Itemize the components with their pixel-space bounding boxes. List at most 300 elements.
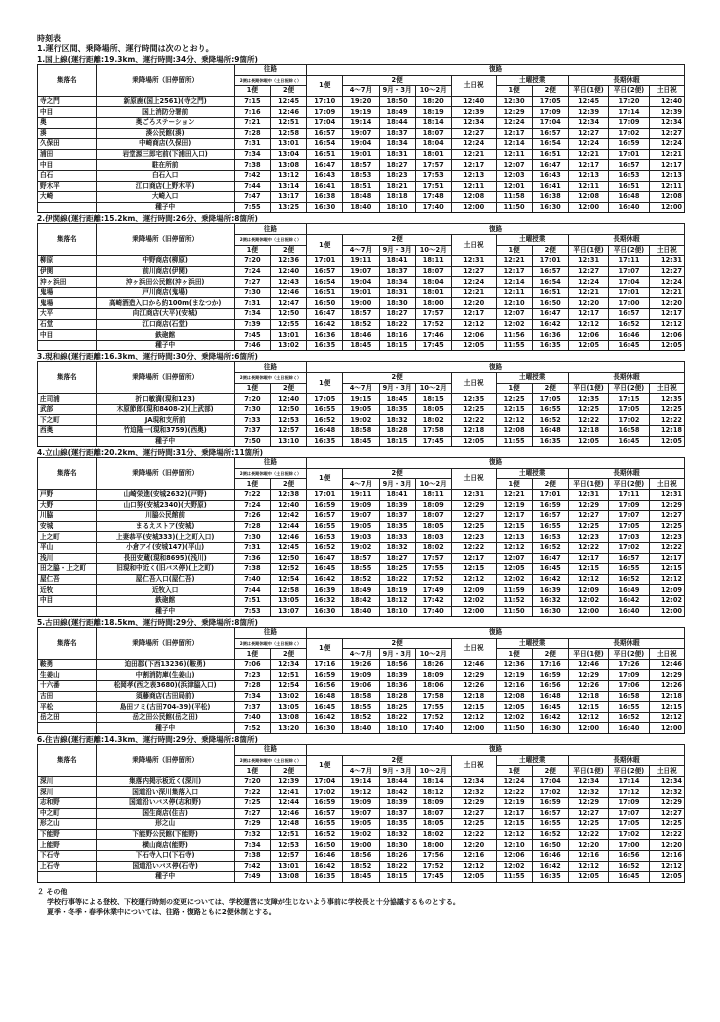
- table-row: [38, 309, 685, 320]
- time-cell: 13:08: [270, 872, 306, 883]
- time-cell: 16:30: [532, 202, 568, 213]
- time-cell: 12:31: [649, 489, 684, 500]
- time-cell: 12:27: [568, 266, 608, 277]
- time-cell: 7:33: [234, 415, 270, 426]
- time-cell: 12:40: [649, 96, 684, 107]
- village-cell: 大崎: [38, 192, 97, 203]
- time-cell: 12:46: [568, 659, 608, 670]
- village-cell: [38, 202, 97, 213]
- time-cell: 16:57: [307, 511, 343, 522]
- time-cell: 13:02: [270, 340, 306, 351]
- stop-cell: 江口商店(上野木平): [96, 181, 234, 192]
- village-cell: 浦田: [38, 149, 97, 160]
- time-cell: 12:21: [568, 287, 608, 298]
- stop-cell: 岩堂源三郎宅前(下浦田入口): [96, 149, 234, 160]
- time-cell: 16:50: [532, 840, 568, 851]
- time-cell: 7:27: [234, 277, 270, 288]
- time-cell: 17:05: [609, 521, 649, 532]
- time-cell: 18:26: [415, 659, 451, 670]
- time-cell: 17:05: [532, 96, 568, 107]
- time-cell: 17:02: [532, 787, 568, 798]
- header-b1: 1便: [307, 234, 343, 255]
- time-cell: 12:54: [270, 681, 306, 692]
- header-holiday: 土日祝: [451, 468, 496, 489]
- time-cell: 12:26: [451, 681, 496, 692]
- time-cell: 18:48: [343, 192, 379, 203]
- time-cell: 16:36: [532, 330, 568, 341]
- time-cell: 16:42: [307, 574, 343, 585]
- time-cell: 18:40: [343, 606, 379, 617]
- header-outbound_note: 2便は長期休暇中（土日祝除く）: [234, 234, 306, 245]
- time-cell: 18:39: [379, 798, 415, 809]
- time-cell: 18:07: [415, 266, 451, 277]
- time-cell: 18:44: [379, 776, 415, 787]
- time-cell: 12:45: [568, 96, 608, 107]
- time-cell: 12:20: [451, 298, 496, 309]
- time-cell: 16:43: [532, 170, 568, 181]
- section-title: 2.伊関線(運行距離:15.2km、運行時間:26分、乗降場所:8箇所): [37, 214, 258, 224]
- time-cell: 16:35: [532, 436, 568, 447]
- time-cell: 12:12: [568, 574, 608, 585]
- time-cell: 7:15: [234, 96, 270, 107]
- time-cell: 18:27: [379, 553, 415, 564]
- time-cell: 17:02: [609, 415, 649, 426]
- time-cell: 18:40: [343, 723, 379, 734]
- notes-line-2: 夏季・冬季・春季休業中については、往路・復路ともに2便休制とする。: [47, 907, 276, 916]
- village-cell: 寺之門: [38, 96, 97, 107]
- village-cell: 十六番: [38, 681, 97, 692]
- header-holiday: 土日祝: [649, 766, 684, 777]
- time-cell: 16:38: [532, 192, 568, 203]
- time-cell: 12:40: [270, 394, 306, 405]
- time-cell: 13:25: [270, 202, 306, 213]
- table-row: [38, 861, 685, 872]
- time-cell: 18:01: [415, 287, 451, 298]
- time-cell: 12:57: [270, 850, 306, 861]
- time-cell: 17:11: [609, 256, 649, 267]
- time-cell: 17:04: [532, 117, 568, 128]
- time-cell: 7:24: [234, 500, 270, 511]
- header-wd2: 平日(2便): [609, 649, 649, 660]
- header-b1: 1便: [234, 649, 270, 660]
- time-cell: 16:57: [609, 160, 649, 171]
- time-cell: 17:11: [609, 489, 649, 500]
- time-cell: 19:11: [343, 489, 379, 500]
- time-cell: 18:09: [415, 500, 451, 511]
- time-cell: 16:56: [532, 681, 568, 692]
- time-cell: 7:44: [234, 181, 270, 192]
- time-cell: 18:35: [379, 521, 415, 532]
- time-cell: 12:21: [649, 149, 684, 160]
- stop-cell: 上妻恭平(安城333)(上之町入口): [96, 532, 234, 543]
- time-cell: 13:10: [270, 436, 306, 447]
- header-b2: 2便: [532, 245, 568, 256]
- header-s2: 9月・3月: [379, 649, 415, 660]
- time-cell: 18:50: [379, 96, 415, 107]
- header-longbreak: 長期休暇: [568, 638, 684, 649]
- time-cell: 17:05: [609, 819, 649, 830]
- time-cell: 12:25: [649, 404, 684, 415]
- time-cell: 11:50: [496, 606, 532, 617]
- time-cell: 12:12: [451, 319, 496, 330]
- header-stop: 乗降場所（旧停留所）: [96, 65, 234, 97]
- time-cell: 12:29: [649, 670, 684, 681]
- time-cell: 12:27: [649, 266, 684, 277]
- time-cell: 12:17: [568, 309, 608, 320]
- time-cell: 12:00: [451, 606, 496, 617]
- timetable-document: [37, 34, 685, 917]
- stop-cell: 国道沿いバス停(志和野): [96, 798, 234, 809]
- time-cell: 7:36: [234, 553, 270, 564]
- table-row: [38, 256, 685, 267]
- time-cell: 12:31: [649, 256, 684, 267]
- time-cell: 7:44: [234, 585, 270, 596]
- header-b1: 1便: [234, 245, 270, 256]
- header-longbreak: 長期休暇: [568, 234, 684, 245]
- time-cell: 12:15: [496, 404, 532, 415]
- time-cell: 12:52: [270, 564, 306, 575]
- header-s2: 9月・3月: [379, 766, 415, 777]
- time-cell: 7:40: [234, 574, 270, 585]
- time-cell: 19:11: [343, 256, 379, 267]
- time-cell: 12:29: [568, 500, 608, 511]
- time-cell: 12:31: [568, 256, 608, 267]
- time-cell: 18:28: [379, 426, 415, 437]
- time-cell: 7:39: [234, 319, 270, 330]
- time-cell: 12:17: [649, 309, 684, 320]
- time-cell: 12:24: [649, 139, 684, 150]
- village-cell: 湊: [38, 128, 97, 139]
- time-cell: 18:46: [343, 330, 379, 341]
- time-cell: 12:58: [270, 585, 306, 596]
- time-cell: 18:15: [379, 436, 415, 447]
- time-cell: 7:38: [234, 850, 270, 861]
- time-cell: 12:44: [270, 521, 306, 532]
- time-cell: 12:17: [496, 808, 532, 819]
- time-cell: 12:31: [568, 489, 608, 500]
- time-cell: 18:56: [379, 659, 415, 670]
- time-cell: 18:20: [415, 96, 451, 107]
- village-cell: 西奥: [38, 426, 97, 437]
- time-cell: 18:31: [379, 287, 415, 298]
- time-cell: 19:09: [343, 500, 379, 511]
- stop-cell: 木原節郎(現和8408-2)(上武部): [96, 404, 234, 415]
- stop-cell: まるえストア(安城): [96, 521, 234, 532]
- timetable-table: [37, 744, 685, 883]
- time-cell: 7:20: [234, 776, 270, 787]
- time-cell: 7:26: [234, 511, 270, 522]
- time-cell: 18:15: [379, 872, 415, 883]
- time-cell: 12:51: [270, 670, 306, 681]
- time-cell: 12:39: [649, 107, 684, 118]
- time-cell: 12:51: [270, 117, 306, 128]
- time-cell: 7:29: [234, 819, 270, 830]
- time-cell: 16:53: [307, 532, 343, 543]
- time-cell: 12:00: [451, 202, 496, 213]
- time-cell: 16:52: [609, 712, 649, 723]
- time-cell: 19:14: [343, 117, 379, 128]
- time-cell: 16:56: [307, 681, 343, 692]
- time-cell: 12:08: [496, 691, 532, 702]
- time-cell: 12:00: [649, 606, 684, 617]
- table-row: [38, 712, 685, 723]
- time-cell: 16:45: [609, 872, 649, 883]
- time-cell: 12:02: [496, 712, 532, 723]
- village-cell: 庄司浦: [38, 394, 97, 405]
- time-cell: 17:52: [415, 319, 451, 330]
- time-cell: 17:45: [415, 872, 451, 883]
- time-cell: 17:04: [532, 776, 568, 787]
- section-title: 5.古田線(運行距離:18.5km、運行時間:29分、乗降場所:8箇所): [37, 618, 258, 628]
- header-b2: 2便: [270, 383, 306, 394]
- time-cell: 12:25: [451, 521, 496, 532]
- time-cell: 18:51: [343, 181, 379, 192]
- header-holiday: 土日祝: [649, 245, 684, 256]
- time-cell: 17:07: [609, 511, 649, 522]
- header-b2: 2便: [343, 468, 452, 479]
- time-cell: 12:17: [451, 160, 496, 171]
- time-cell: 12:07: [496, 160, 532, 171]
- time-cell: 12:06: [451, 330, 496, 341]
- time-cell: 19:03: [343, 532, 379, 543]
- time-cell: 18:02: [415, 415, 451, 426]
- header-inbound: 復路: [307, 224, 685, 235]
- stop-cell: 集落内掲示板近く(深川): [96, 776, 234, 787]
- time-cell: 12:15: [451, 702, 496, 713]
- table-row: [38, 691, 685, 702]
- time-cell: 12:17: [496, 266, 532, 277]
- time-cell: 12:18: [649, 426, 684, 437]
- time-cell: 18:35: [379, 404, 415, 415]
- stop-cell: 国上消防分署前: [96, 107, 234, 118]
- time-cell: 12:12: [649, 861, 684, 872]
- village-cell: 鞍勇: [38, 659, 97, 670]
- time-cell: 12:21: [451, 287, 496, 298]
- time-cell: 17:16: [532, 659, 568, 670]
- time-cell: 12:15: [496, 819, 532, 830]
- stop-cell: 種子中: [96, 340, 234, 351]
- time-cell: 17:55: [415, 564, 451, 575]
- time-cell: 12:22: [568, 542, 608, 553]
- time-cell: 16:40: [609, 606, 649, 617]
- header-wd1: 平日(1便): [568, 383, 608, 394]
- time-cell: 12:06: [496, 850, 532, 861]
- time-cell: 12:11: [451, 181, 496, 192]
- time-cell: 16:54: [307, 139, 343, 150]
- time-cell: 12:48: [270, 819, 306, 830]
- time-cell: 12:58: [270, 128, 306, 139]
- time-cell: 17:55: [415, 702, 451, 713]
- time-cell: 16:56: [609, 850, 649, 861]
- time-cell: 7:38: [234, 564, 270, 575]
- time-cell: 12:29: [451, 670, 496, 681]
- time-cell: 16:47: [307, 160, 343, 171]
- time-cell: 12:19: [496, 670, 532, 681]
- stop-cell: 屋仁吾入口(屋仁吾): [96, 574, 234, 585]
- time-cell: 19:20: [343, 96, 379, 107]
- time-cell: 18:32: [379, 542, 415, 553]
- time-cell: 11:55: [496, 436, 532, 447]
- table-row: [38, 606, 685, 617]
- village-cell: 戸野: [38, 489, 97, 500]
- table-row: [38, 319, 685, 330]
- notes-block: [37, 887, 685, 917]
- time-cell: 11:58: [496, 192, 532, 203]
- time-cell: 16:47: [532, 553, 568, 564]
- time-cell: 16:52: [609, 319, 649, 330]
- time-cell: 18:05: [415, 404, 451, 415]
- time-cell: 18:02: [415, 829, 451, 840]
- village-cell: 平山: [38, 542, 97, 553]
- table-row: [38, 670, 685, 681]
- time-cell: 19:02: [343, 415, 379, 426]
- time-cell: 18:11: [415, 489, 451, 500]
- time-cell: 18:28: [379, 691, 415, 702]
- village-cell: [38, 872, 97, 883]
- header-b1: 1便: [307, 373, 343, 394]
- village-cell: [38, 436, 97, 447]
- table-row: [38, 149, 685, 160]
- time-cell: 12:20: [649, 840, 684, 851]
- time-cell: 17:40: [415, 723, 451, 734]
- table-row: [38, 202, 685, 213]
- table-row: [38, 787, 685, 798]
- time-cell: 16:52: [532, 415, 568, 426]
- time-cell: 16:49: [609, 585, 649, 596]
- time-cell: 16:57: [307, 266, 343, 277]
- header-saturday: 土曜授業: [496, 755, 568, 766]
- time-cell: 12:31: [451, 489, 496, 500]
- stop-cell: 旧現和中近く(旧バス停)(上之町): [96, 564, 234, 575]
- stop-cell: 国生商店(住吉): [96, 808, 234, 819]
- time-cell: 12:45: [270, 542, 306, 553]
- time-cell: 13:20: [270, 723, 306, 734]
- time-cell: 12:22: [649, 829, 684, 840]
- time-cell: 16:50: [532, 298, 568, 309]
- time-cell: 7:46: [234, 340, 270, 351]
- time-cell: 12:25: [568, 404, 608, 415]
- time-cell: 12:18: [649, 691, 684, 702]
- timetable-table: [37, 627, 685, 734]
- time-cell: 17:52: [415, 861, 451, 872]
- time-cell: 17:09: [609, 670, 649, 681]
- time-cell: 12:01: [496, 181, 532, 192]
- time-cell: 18:30: [379, 840, 415, 851]
- time-cell: 12:50: [270, 309, 306, 320]
- time-cell: 18:23: [379, 170, 415, 181]
- header-stop: 乗降場所（旧停留所）: [96, 362, 234, 394]
- time-cell: 16:55: [609, 702, 649, 713]
- time-cell: 12:12: [568, 861, 608, 872]
- header-s2: 9月・3月: [379, 383, 415, 394]
- time-cell: 18:36: [379, 681, 415, 692]
- time-cell: 16:57: [609, 309, 649, 320]
- time-cell: 18:00: [415, 298, 451, 309]
- time-cell: 16:42: [532, 712, 568, 723]
- time-cell: 12:11: [496, 287, 532, 298]
- header-s3: 10～2月: [415, 649, 451, 660]
- time-cell: 7:34: [234, 149, 270, 160]
- time-cell: 18:52: [343, 712, 379, 723]
- time-cell: 18:56: [343, 850, 379, 861]
- header-holiday: 土日祝: [649, 649, 684, 660]
- time-cell: 16:46: [307, 850, 343, 861]
- table-row: [38, 117, 685, 128]
- time-cell: 18:45: [343, 872, 379, 883]
- time-cell: 12:02: [496, 574, 532, 585]
- time-cell: 16:47: [532, 309, 568, 320]
- time-cell: 13:08: [270, 160, 306, 171]
- header-stop: 乗降場所（旧停留所）: [96, 458, 234, 490]
- time-cell: 12:21: [568, 149, 608, 160]
- time-cell: 7:30: [234, 404, 270, 415]
- time-cell: 17:07: [609, 266, 649, 277]
- time-cell: 16:59: [532, 670, 568, 681]
- village-cell: 鬼場: [38, 287, 97, 298]
- village-cell: 奥: [38, 117, 97, 128]
- time-cell: 12:12: [451, 861, 496, 872]
- stop-cell: 種子中: [96, 202, 234, 213]
- time-cell: 12:20: [568, 840, 608, 851]
- stop-cell: JA現和支所前: [96, 415, 234, 426]
- time-cell: 7:50: [234, 436, 270, 447]
- village-cell: 沖ヶ浜田: [38, 277, 97, 288]
- table-row: [38, 521, 685, 532]
- time-cell: 16:30: [532, 723, 568, 734]
- time-cell: 12:25: [451, 404, 496, 415]
- time-cell: 12:26: [649, 681, 684, 692]
- header-holiday: 土日祝: [451, 755, 496, 776]
- village-cell: 中目: [38, 160, 97, 171]
- table-row: [38, 808, 685, 819]
- time-cell: 16:40: [609, 202, 649, 213]
- table-row: [38, 681, 685, 692]
- table-row: [38, 500, 685, 511]
- village-cell: 中之町: [38, 808, 97, 819]
- time-cell: 12:16: [451, 850, 496, 861]
- stop-cell: 須藤商店(古田局前): [96, 691, 234, 702]
- time-cell: 13:01: [270, 330, 306, 341]
- header-b1: 1便: [234, 766, 270, 777]
- intro-text: 1.運行区間、乗降場所、運行時間は次のとおり。: [37, 44, 214, 53]
- stop-cell: 高崎酒造入口から約100m(まなつか): [96, 298, 234, 309]
- stop-cell: 種子中: [96, 872, 234, 883]
- header-saturday: 土曜授業: [496, 373, 568, 384]
- time-cell: 12:41: [270, 787, 306, 798]
- time-cell: 18:10: [379, 202, 415, 213]
- time-cell: 16:52: [532, 829, 568, 840]
- header-village: 集落名: [38, 362, 97, 394]
- time-cell: 17:46: [415, 330, 451, 341]
- time-cell: 18:00: [415, 840, 451, 851]
- header-outbound: 往路: [234, 224, 306, 235]
- time-cell: 17:56: [415, 850, 451, 861]
- time-cell: 18:52: [343, 574, 379, 585]
- stop-cell: 湊公民館(湊): [96, 128, 234, 139]
- time-cell: 12:02: [568, 595, 608, 606]
- header-inbound: 復路: [307, 628, 685, 639]
- time-cell: 7:16: [234, 107, 270, 118]
- time-cell: 12:27: [649, 128, 684, 139]
- time-cell: 17:40: [415, 606, 451, 617]
- header-b2: 2便: [532, 479, 568, 490]
- time-cell: 12:27: [649, 511, 684, 522]
- time-cell: 12:09: [649, 585, 684, 596]
- time-cell: 12:29: [496, 107, 532, 118]
- time-cell: 18:19: [379, 585, 415, 596]
- time-cell: 7:34: [234, 691, 270, 702]
- time-cell: 18:02: [415, 542, 451, 553]
